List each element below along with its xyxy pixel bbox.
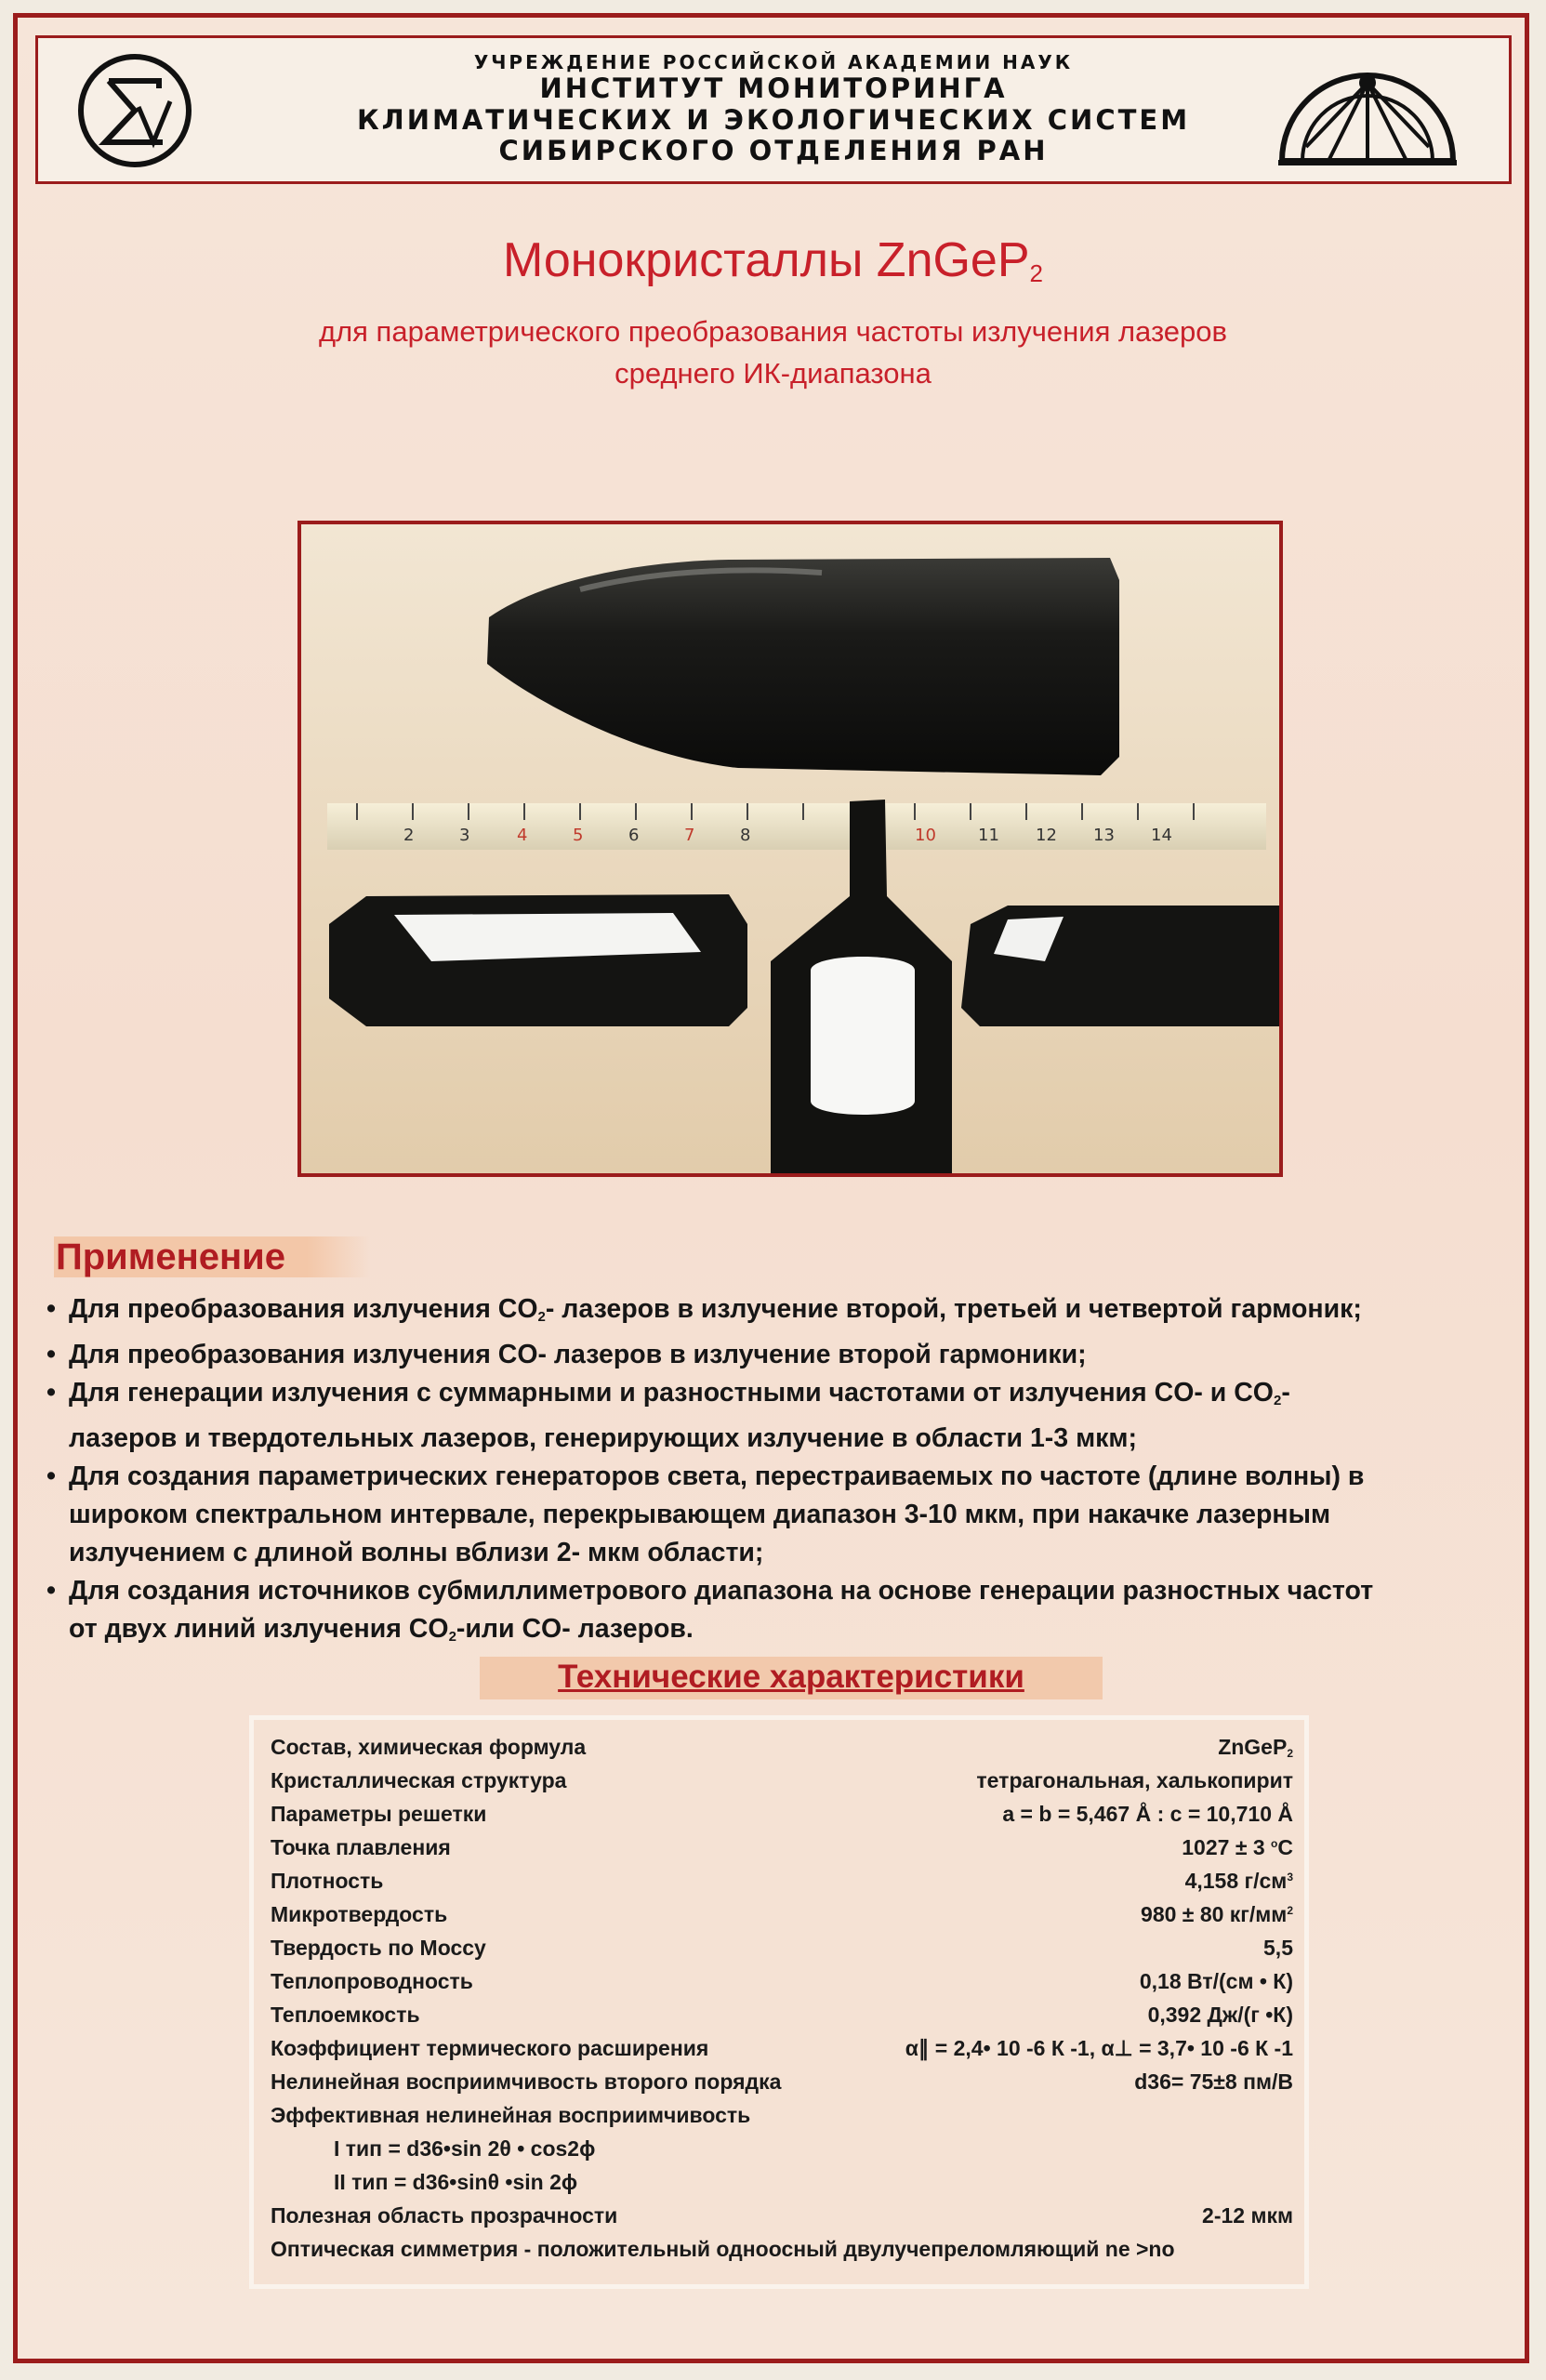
ruler-number: 14 [1151, 826, 1172, 845]
spec-value: a = b = 5,467 Å : c = 10,710 Å [1002, 1802, 1293, 1826]
table-row [271, 1902, 1293, 1936]
applications-heading [54, 1236, 370, 1277]
spec-value [1185, 1869, 1293, 1894]
academy-dome-logo [1275, 59, 1460, 170]
spec-value [1182, 1835, 1293, 1860]
spec-label: Теплопроводность [271, 1969, 473, 1993]
spec-value-sup: 2 [1287, 1904, 1293, 1917]
subtitle-line-2: среднего ИК-диапазона [614, 356, 932, 390]
ruler-number: 12 [1036, 826, 1057, 845]
ruler-number: 3 [459, 826, 470, 845]
header-line-4: СИБИРСКОГО ОТДЕЛЕНИЯ РАН [498, 135, 1049, 167]
spec-label: Состав, химическая формула [271, 1735, 587, 1759]
spec-value-sup: 3 [1287, 1871, 1293, 1884]
spec-value: 5,5 [1263, 1936, 1293, 1960]
ruler-number: 10 [915, 826, 936, 845]
item-3-text: Для генерации излучения с суммарными и разностными частотами от излучения CO- и CO [69, 1378, 1274, 1408]
table-row [271, 2103, 1293, 2136]
co2-subscript: 2 [537, 1309, 546, 1325]
header-box [35, 35, 1512, 184]
table-row [271, 2069, 1293, 2103]
table-row [271, 1969, 1293, 2003]
spec-value: 0,392 Дж/(г •К) [1147, 2003, 1293, 2027]
header-line-1: УЧРЕЖДЕНИЕ РОССИЙСКОЙ АКАДЕМИИ НАУК [473, 51, 1074, 74]
table-row [271, 2203, 1293, 2237]
spec-label: Твердость по Моссу [271, 1936, 486, 1960]
title-main: Монокристаллы ZnGeP [502, 233, 1030, 287]
spec-value-text: 4,158 г/см [1184, 1869, 1288, 1893]
ruler-number: 4 [517, 826, 528, 845]
tech-heading-text: Технические характеристики [558, 1659, 1024, 1695]
tech-heading [480, 1657, 1103, 1699]
item-4-continuation: широком спектральном интервале, перекрывающем диапазон 3-10 мкм, при накачке лазерным [69, 1500, 1331, 1529]
item-2-text: Для преобразования излучения CO- лазеров в излучение второй гармоники; [69, 1340, 1087, 1369]
co2-subscript: 2 [1273, 1393, 1282, 1408]
spec-value: 0,18 Вт/(см • К) [1139, 1969, 1293, 1993]
ruler-number: 8 [740, 826, 751, 845]
table-row [271, 1802, 1293, 1835]
table-row [271, 2003, 1293, 2036]
spec-value-text: 980 ± 80 кг/мм [1141, 1902, 1288, 1926]
spec-value: 2-12 мкм [1202, 2203, 1293, 2228]
spec-label: II тип = d36•sinθ •sin 2ϕ [334, 2170, 578, 2194]
table-row [271, 1735, 1293, 1768]
item-4-continuation-2: излучением с длиной волны вблизи 2- мкм области; [69, 1538, 764, 1567]
spec-label: Параметры решетки [271, 1802, 487, 1826]
spec-label: Микротвердость [271, 1902, 448, 1926]
item-3-dash: - [1281, 1378, 1290, 1408]
item-5-text: Для создания источников субмиллиметрового диапазона на основе генерации разностных частот [69, 1576, 1374, 1606]
applications-heading-text: Применение [56, 1236, 286, 1277]
spec-label: Оптическая симметрия - положительный одноосный двулучепреломляющий ne >no [271, 2237, 1175, 2261]
spec-value-tail: C [1277, 1835, 1293, 1859]
ruler-number: 13 [1093, 826, 1115, 845]
spec-label: Теплоемкость [271, 2003, 420, 2027]
spec-label: Кристаллическая структура [271, 1768, 567, 1792]
spec-table [249, 1715, 1309, 2289]
item-4-text: Для создания параметрических генераторов света, перестраиваемых по частоте (длине волны) в [69, 1461, 1365, 1491]
spec-value-sup: о [1271, 1837, 1278, 1850]
table-row [271, 2237, 1293, 2270]
table-row [334, 2170, 1170, 2203]
list-item [46, 1572, 1497, 1656]
table-row [271, 1835, 1293, 1869]
item-1-tail: - лазеров в излучение второй, третьей и четвертой гармоник; [545, 1294, 1362, 1324]
page-subtitle [0, 311, 1546, 395]
list-item [46, 1458, 1497, 1572]
spec-value: α∥ = 2,4• 10 -6 К -1, α⊥ = 3,7• 10 -6 К -1 [905, 2036, 1293, 2060]
table-row [271, 1936, 1293, 1969]
spec-label: Полезная область прозрачности [271, 2203, 618, 2228]
table-row [271, 1768, 1293, 1802]
spec-value-text: 1027 ± 3 [1182, 1835, 1272, 1859]
table-row [271, 2036, 1293, 2069]
item-5-continuation: от двух линий излучения CO [69, 1614, 449, 1644]
spec-value-sub: 2 [1287, 1747, 1293, 1760]
spec-value: d36= 75±8 пм/В [1134, 2069, 1293, 2094]
spec-label: Точка плавления [271, 1835, 451, 1859]
spec-label: I тип = d36•sin 2θ • cos2ϕ [334, 2136, 596, 2161]
table-row [334, 2136, 1170, 2170]
ruler-number: 6 [628, 826, 640, 845]
crystal-photo [297, 521, 1283, 1177]
title-main-subscript: 2 [1029, 259, 1044, 287]
spec-label: Коэффициент термического расширения [271, 2036, 709, 2060]
ruler-number: 2 [403, 826, 415, 845]
header-line-3: КЛИМАТИЧЕСКИХ И ЭКОЛОГИЧЕСКИХ СИСТЕМ [356, 103, 1191, 136]
subtitle-line-1: для параметрического преобразования частоты излучения лазеров [318, 315, 1227, 348]
ruler-number: 5 [573, 826, 584, 845]
spec-value [1141, 1902, 1293, 1927]
list-item [46, 1374, 1497, 1458]
header-line-2: ИНСТИТУТ МОНИТОРИНГА [539, 73, 1008, 105]
spec-value: тетрагональная, халькопирит [976, 1768, 1293, 1792]
item-3-continuation: лазеров и твердотельных лазеров, генерирующих излучение в области 1-3 мкм; [69, 1423, 1137, 1453]
list-item [46, 1336, 1497, 1374]
list-item [46, 1290, 1497, 1336]
applications-list [46, 1290, 1497, 1656]
crystal-photo-illustration [301, 524, 1279, 1173]
ruler-number: 7 [684, 826, 695, 845]
spec-label: Эффективная нелинейная восприимчивость [271, 2103, 751, 2127]
spec-value-text: ZnGeP [1218, 1735, 1288, 1759]
ruler-number: 11 [978, 826, 999, 845]
spec-value [1218, 1735, 1293, 1760]
spec-label: Плотность [271, 1869, 384, 1893]
spec-label: Нелинейная восприимчивость второго порядка [271, 2069, 782, 2094]
table-row [271, 1869, 1293, 1902]
item-1-text: Для преобразования излучения CO [69, 1294, 538, 1324]
co2-subscript: 2 [448, 1629, 456, 1645]
page-title [0, 232, 1546, 288]
item-5-tail: -или CO- лазеров. [456, 1614, 694, 1644]
